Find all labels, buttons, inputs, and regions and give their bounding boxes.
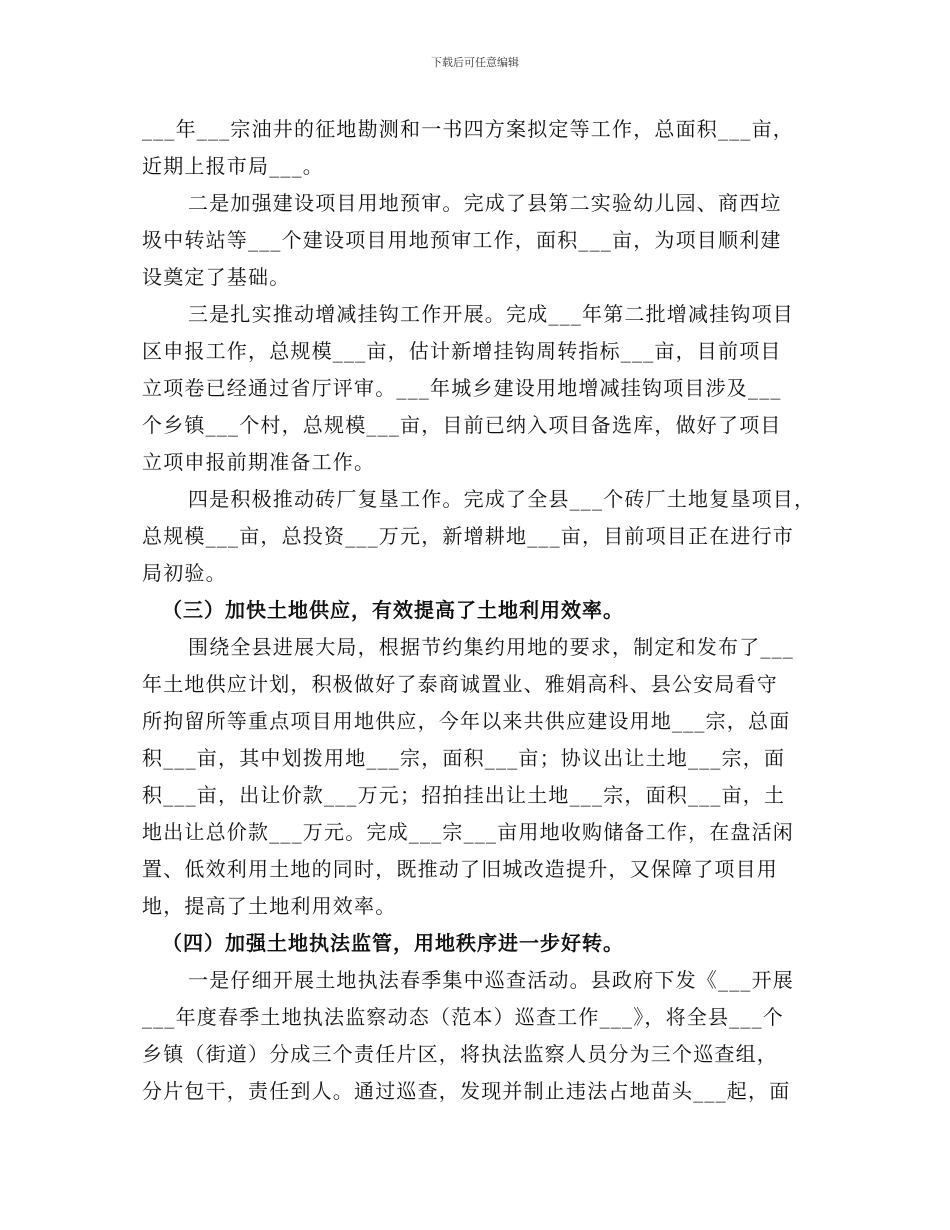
text-line: 积___亩，出让价款___万元；招拍挂出让土地___宗，面积___亩，土	[142, 783, 786, 807]
text-line: 地，提高了土地利用效率。	[142, 894, 397, 918]
text-line: 积___亩，其中划拨用地___宗，面积___亩；协议出让土地___宗，面	[142, 746, 786, 770]
text-line: 立项卷已经通过省厅评审。___年城乡建设用地增减挂钩项目涉及___	[142, 376, 782, 400]
text-line: 二是加强建设项目用地预审。完成了县第二实验幼儿园、商西垃	[188, 191, 782, 215]
text-line: 四是积极推动砖厂复垦工作。完成了全县___个砖厂土地复垦项目，	[188, 487, 816, 511]
text-line: 年土地供应计划，积极做好了泰商诚置业、雅娟高科、县公安局看守	[142, 672, 778, 696]
text-line: 近期上报市局___。	[142, 154, 324, 178]
text-line: 区申报工作，总规模___亩，估计新增挂钩周转指标___亩，目前项目	[142, 339, 782, 363]
text-line: 设奠定了基础。	[142, 265, 291, 289]
text-line: 乡镇（街道）分成三个责任片区，将执法监察人员分为三个巡查组，	[142, 1042, 778, 1066]
text-line: 置、低效利用土地的同时，既推动了旧城改造提升，又保障了项目用	[142, 857, 778, 881]
text-line: 立项申报前期准备工作。	[142, 450, 376, 474]
text-line: 分片包干，责任到人。通过巡查，发现并制止违法占地苗头___起，面	[142, 1079, 791, 1103]
text-line: 圾中转站等___个建设项目用地预审工作，面积___亩，为项目顺利建	[142, 228, 782, 252]
text-line: 局初验。	[142, 561, 227, 585]
text-line: 一是仔细开展土地执法春季集中巡查活动。县政府下发《___开展	[188, 968, 794, 992]
text-line: ___年度春季土地执法监察动态（范本）巡查工作___》，将全县___个	[142, 1005, 784, 1029]
text-line: 地出让总价款___万元。完成___宗___亩用地收购储备工作，在盘活闲	[142, 820, 794, 844]
text-line: 所拘留所等重点项目用地供应，今年以来共供应建设用地___宗，总面	[142, 709, 791, 733]
text-line: ___年___宗油井的征地勘测和一书四方案拟定等工作，总面积___亩，	[142, 117, 794, 141]
text-line: 围绕全县进展大局，根据节约集约用地的要求，制定和发布了___	[188, 635, 794, 659]
section-heading: （三）加快土地供应，有效提高了土地利用效率。	[162, 598, 624, 622]
section-heading: （四）加强土地执法监管，用地秩序进一步好转。	[162, 931, 624, 955]
page-header: 下载后可任意编辑	[431, 56, 519, 69]
text-line: 个乡镇___个村，总规模___亩，目前已纳入项目备选库，做好了项目	[142, 413, 782, 437]
text-line: 总规模___亩，总投资___万元，新增耕地___亩，目前项目正在进行市	[142, 524, 794, 548]
text-line: 三是扎实推动增减挂钩工作开展。完成___年第二批增减挂钩项目	[188, 302, 794, 326]
